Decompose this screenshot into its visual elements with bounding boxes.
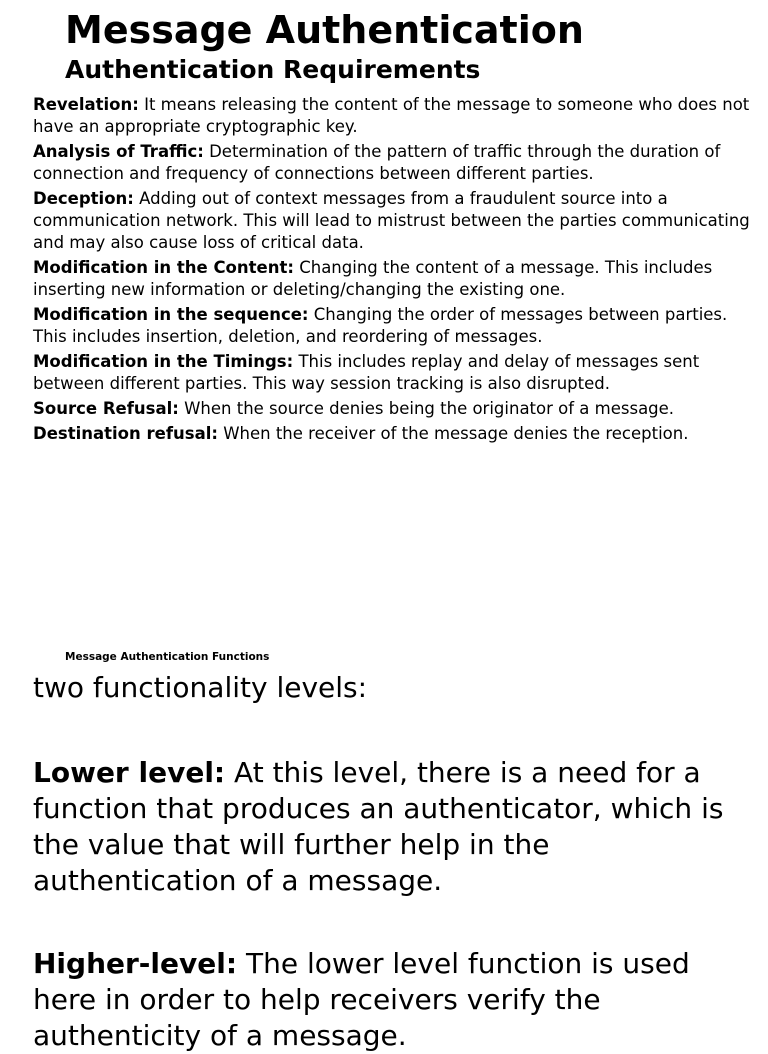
requirement-term: Destination refusal: [33,424,218,443]
requirement-description: When the source denies being the originator of a message. [178,399,675,418]
requirement-modification-content [33,257,755,301]
requirement-destination-refusal [33,423,755,445]
document-title: Message Authentication [65,8,584,52]
requirement-description: Changing the order of messages between parties. This includes insertion, deletion, and reordering of messages. [33,305,728,346]
requirement-source-refusal [33,398,755,420]
requirement-modification-timings [33,351,755,395]
requirement-term: Analysis of Traffic: [33,142,204,161]
requirement-modification-sequence [33,304,755,348]
section-heading-functions: Message Authentication Functions [65,651,270,663]
requirement-description: Determination of the pattern of traffic through the duration of connection and frequency of connections between different parties. [33,142,721,183]
requirement-term: Source Refusal: [33,399,179,418]
higher-level-term: Higher-level: [33,947,238,980]
requirement-deception [33,188,755,254]
lower-level-description: At this level, there is a need for a function that produces an authenticator, which is the value that will further help in the authentication of a message. [33,756,724,897]
higher-level-paragraph [33,946,758,1054]
requirement-term: Modification in the Content: [33,258,294,277]
lower-level-term: Lower level: [33,756,226,789]
higher-level-description: The lower level function is used here in order to help receivers verify the authenticity of a message. [33,947,690,1052]
levels-intro: two functionality levels: [33,671,368,704]
requirement-description: Adding out of context messages from a fraudulent source into a communication network. This will lead to mistrust between the parties communicating and may also cause loss of critical data. [33,189,750,252]
requirement-term: Modification in the sequence: [33,305,309,324]
requirement-description: This includes replay and delay of messages sent between different parties. This way session tracking is also disrupted. [33,352,700,393]
requirement-term: Deception: [33,189,134,208]
requirement-analysis-of-traffic [33,141,755,185]
lower-level-paragraph [33,755,758,899]
requirement-description: Changing the content of a message. This includes inserting new information or deleting/changing the existing one. [33,258,713,299]
requirement-term: Modification in the Timings: [33,352,294,371]
requirement-description: When the receiver of the message denies the reception. [217,424,689,443]
section-heading-requirements: Authentication Requirements [65,55,481,84]
requirement-description: It means releasing the content of the message to someone who does not have an appropriate cryptographic key. [33,95,750,136]
requirements-list [33,94,755,448]
requirement-term: Revelation: [33,95,139,114]
requirement-revelation [33,94,755,138]
